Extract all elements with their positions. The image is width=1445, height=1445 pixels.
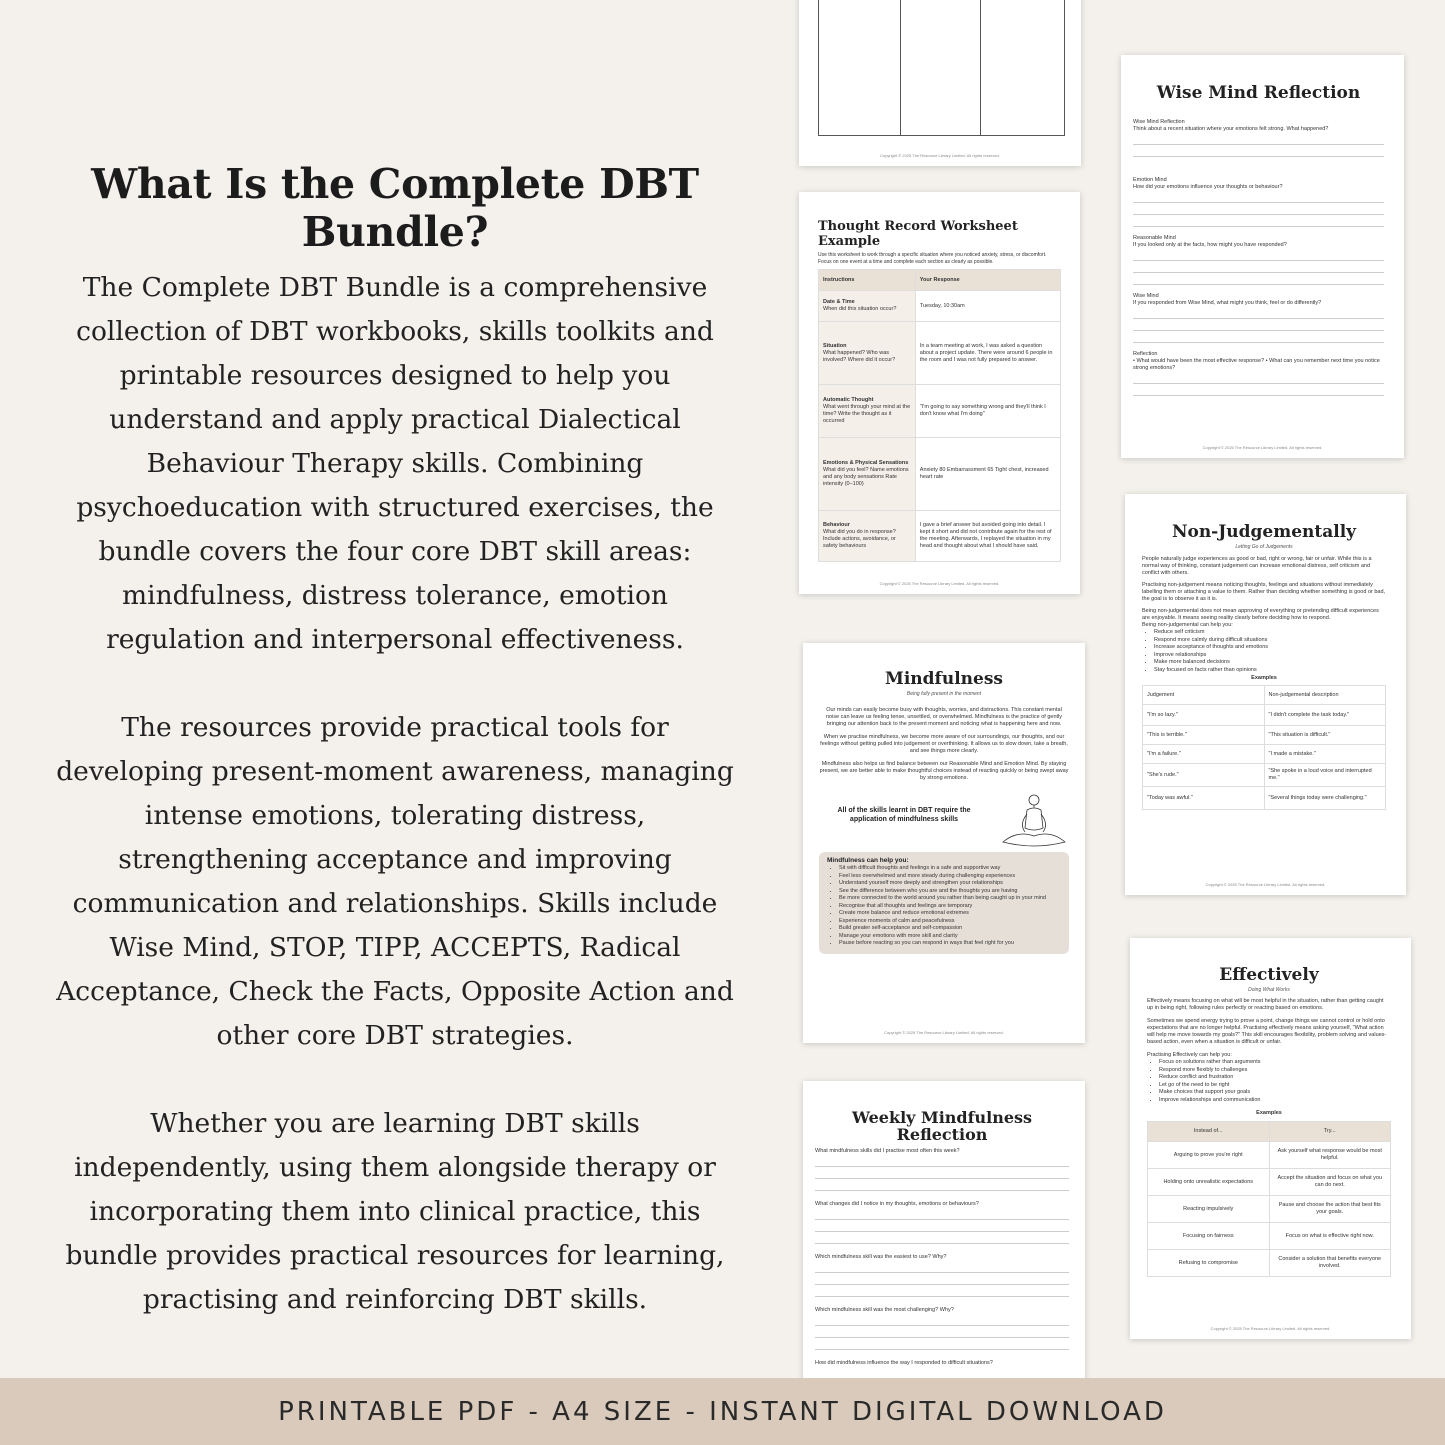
table-row: Arguing to prove you're right Ask yourself what response would be most helpful. [1148,1142,1391,1169]
table-row: Date & Time When did this situation occur? Tuesday, 10:30am [819,291,1061,322]
worksheet-title: Mindfulness [885,669,1003,689]
table-row: "I'm a failure." "I made a mistake." [1143,745,1386,764]
table-row: "This is terrible." "This situation is difficult." [1143,726,1386,745]
worksheet-subtitle: Being fully present in the moment [906,691,982,697]
table-row: Focusing on fairness Focus on what is effective right now. [1148,1223,1391,1250]
intro-paragraph-3: Whether you are learning DBT skills independently, using them alongside therapy or incorporating them into clinical practice, this bundle provides practical resources for learning, practising and reinforcing DBT skills. [65,1108,725,1315]
worksheet-title: Thought Record Worksheet Example [818,219,1018,249]
reflection-section: Emotion Mind How did your emotions influence your thoughts or behaviour? [1133,177,1384,235]
worksheet-title: Weekly Mindfulness Reflection [851,1108,1033,1144]
reflection-section: Reflection • What would have been the most effective response? • What can you remember next time you notice strong emotions? [1133,351,1384,409]
table-row: Holding onto unrealistic expectations Accept the situation and focus on what you can do next. [1148,1169,1391,1196]
table-row: Automatic Thought What went through your mind at the time? Write the thought as it occurred "I'm going to say something wrong and they'll think I don't know what I'm doing" [819,385,1061,438]
reflection-section: Wise Mind Reflection Think about a recent situation where your emotions felt strong. What happened? [1133,119,1384,177]
worksheet-title: Non-Judgementally [1171,522,1357,542]
examples-table: Instead of... Try... Arguing to prove you're right Ask yourself what response would be most helpful. Holding onto unrealistic expectations Accept the situation and focus on what you can do next. Reacting impulsively Pause and choose the action that best fits your goals. Focusing on fairness Focus on what is effective right now. Refusing to compromise Consider a solution that benefits everyone involved. [1147,1121,1391,1277]
reflection-question: Which mindfulness skill was the most challenging? Why? [815,1306,1069,1359]
page-title: What Is the Complete DBT Bundle? [91,160,699,256]
benefits-list: • Reduce self criticism • Respond more calmly during difficult situations • Increase acceptance of thoughts and emotions • Improve relationships • Make more balanced decisions • Stay focused on facts rather than opinions [1150,629,1386,674]
copyright-text: Copyright © 2025 The Resource Library Limited. All rights reserved. [884,1030,1004,1035]
benefits-list: • Focus on solutions rather than arguments • Respond more flexibly to challenges • Reduce conflict and frustration • Let go of the need to be right • Make choices that support your goals • Improve relationships and communication [1155,1059,1391,1104]
copyright-text: Copyright © 2025 The Resource Library Limited. All rights reserved. [1202,445,1323,450]
copyright-text: Copyright © 2025 The Resource Library Limited. All rights reserved. [880,153,1000,158]
reflection-section: Reasonable Mind If you looked only at the facts, how might you have responded? [1133,235,1384,293]
table-row: Behaviour What did you do in response? Include actions, avoidance, or safety behaviours I gave a brief answer but avoided going into detail. I kept it short and did not contribute again for the rest of the meeting. Afterwards, I replayed the situation in my head and thought about what I should have said. [819,511,1061,562]
benefits-box: Mindfulness can help you: • Sit with difficult thoughts and feelings in a safe and supportive way • Feel less overwhelmed and more steady during challenging experiences • Understand yourself more deeply and strengthen your relationships • See the difference between who you are and the thoughts you are having • Be more connected to the world around you rather than being caught up in your mind • Recognise that all thoughts and feelings are temporary • Create more balance and reduce emotional extremes • Experience moments of calm and peacefulness • Build greater self-acceptance and self-compassion • Manage your emotions with more skill and clarity • Pause before reacting so you can respond in ways that feel right for you [819,852,1069,954]
table-row: "I'm so lazy." "I didn't complete the task today." [1143,705,1386,726]
meditation-icon [997,792,1071,848]
reflection-question: Which mindfulness skill was the easiest to use? Why? [815,1253,1069,1306]
table-header: Instructions [819,270,916,291]
footer-text: PRINTABLE PDF - A4 SIZE - INSTANT DIGITAL DOWNLOAD [278,1396,1167,1427]
intro-section [30,160,760,1366]
worksheet-page-effectively: Effectively Doing What Works Effectively means focusing on what will be most helpful in the situation, rather than getting caught up in being right, following rules perfectly or reacting based on emotions. Sometimes we spend energy trying to prove a point, change things we cannot control or hold onto expectations that are no longer helpful. Practising effectively means asking yourself, "What action will help me move towards my goals?" This skill encourages flexibility, problem solving and values-based action, even when a situation is difficult or unfair. Practising Effectively can help you: • Focus on solutions rather than arguments • Respond more flexibly to challenges • Reduce conflict and frustration • Let go of the need to be right • Make choices that support your goals • Improve relationships and communication Examples Instead of... Try... Arguing to prove you're right Ask yourself what response would be most helpful. Holding onto unrealistic expectations Accept the situation and focus on what you can do next. Reacting impulsively Pause and choose the action that best fits your goals. Focusing on fairness Focus on what is effective right now. Refusing to compromise Consider a solution that benefits everyone involved. Copyright © 2025 The Resource Library Limited. All rights reserved. [1130,938,1411,1339]
table-row: Refusing to compromise Consider a solution that benefits everyone involved. [1148,1250,1391,1277]
table-row: "She's rude." "She spoke in a loud voice and interrupted me." [1143,764,1386,787]
worksheet-page-wise-mind [1121,55,1404,458]
worksheet-intro: Use this worksheet to work through a specific situation where you noticed anxiety, stress, or discomfort. Focus on one event at a time and complete each section as clearly as possible. [818,252,1047,265]
table-row: Reacting impulsively Pause and choose the action that best fits your goals. [1148,1196,1391,1223]
empty-grid [818,0,1065,136]
reflection-question: What mindfulness skills did I practise most often this week? [815,1147,1069,1200]
table-row: Situation What happened? Who was involved? Where did it occur? In a team meeting at work, I was asked a question about a project update. There were around 6 people in the room and I was not fully prepared to answer. [819,322,1061,385]
copyright-text: Copyright © 2025 The Resource Library Limited. All rights reserved. [879,581,1000,586]
thought-record-table [818,269,1061,562]
examples-table: Judgement Non-judgemental description "I'm so lazy." "I didn't complete the task today." "This is terrible." "This situation is difficult." "I'm a failure." "I made a mistake." "She's rude." "She spoke in a loud voice and interrupted me." "Today was awful." "Several things today were challenging." [1142,685,1386,810]
worksheet-subtitle: Doing What Works [1248,987,1290,993]
worksheet-page-thought-record [799,192,1080,594]
callout-text: All of the skills learnt in DBT require the application of mindfulness skills [837,807,971,823]
worksheet-title: Wise Mind Reflection [1156,83,1361,103]
intro-paragraph-1: The Complete DBT Bundle is a comprehensive collection of DBT workbooks, skills toolkits and printable resources designed to help you understand and apply practical Dialectical Behaviour Therapy skills. Combining psychoeducation with structured exercises, the bundle covers the four core DBT skill areas: mindfulness, distress tolerance, emotion regulation and interpersonal effectiveness. [76,272,714,655]
worksheet-page-mindfulness: Mindfulness Being fully present in the moment Our minds can easily become busy with thoughts, worries, and distractions. This constant mental noise can leave us feeling tense, unsettled, or overwhelmed. Mindfulness is the practice of gently bringing our attention back to the present moment and noticing what is happening here and now. When we practise mindfulness, we become more aware of our surroundings, our thoughts, and our feelings without getting pulled into judgement or overthinking. It allows us to slow down, take a breath, and see things more clearly. Mindfulness also helps us find balance between our Reasonable Mind and Emotion Mind. By staying present, we are better able to make thoughtful choices instead of reacting quickly or being swept away by strong emotions. All of the skills learnt in DBT require the application of mindfulness skills Mindfulness can help you: • Sit with difficult thoughts and feelings in a safe and supportive way • Feel less overwhelmed and more steady during challenging experiences • Understand yourself more deeply and strengthen your relationships • See the difference between who you are and the thoughts you are having • Be more connected to the world around you rather than being caught up in your mind • Recognise that all thoughts and feelings are temporary • Create more balance and reduce emotional extremes • Experience moments of calm and peacefulness • Build greater self-acceptance and self-compassion • Manage your emotions with more skill and clarity • Pause before reacting so you can respond in ways that feel right for you Copyright © 2025 The Resource Library Limited. All rights reserved. [803,643,1085,1043]
worksheet-title: Effectively [1219,965,1319,985]
table-header: Your Response [915,270,1060,291]
worksheet-page-weekly-reflection [803,1081,1085,1391]
reflection-question: What changes did I notice in my thoughts, emotions or behaviours? [815,1200,1069,1253]
copyright-text: Copyright © 2025 The Resource Library Limited. All rights reserved. [1205,882,1326,887]
reflection-section: Wise Mind If you responded from Wise Mind, what might you think, feel or do differently? [1133,293,1384,351]
intro-paragraph-2: The resources provide practical tools for developing present-moment awareness, managing intense emotions, tolerating distress, strengthening acceptance and improving communication and relationships. Skills include Wise Mind, STOP, TIPP, ACCEPTS, Radical Acceptance, Check the Facts, Opposite Action and other core DBT strategies. [56,712,734,1051]
reflection-question: How did mindfulness influence the way I responded to difficult situations? [815,1360,993,1366]
footer-banner [0,1378,1445,1445]
worksheet-page-non-judgementally: Non-Judgementally Letting Go of Judgements People naturally judge experiences as good or bad, right or wrong, fair or unfair. While this is a normal way of thinking, constant judgement can increase emotional distress, self criticism and conflict with others. Practising non-judgement means noticing thoughts, feelings and situations without immediately labelling them or attaching a value to them. Rather than deciding whether something is good or bad, the goal is to observe it as it is. Being non-judgemental does not mean approving of everything or pretending difficult experiences are enjoyable. It means seeing reality clearly before deciding how to respond. Being non-judgemental can help you: • Reduce self criticism • Respond more calmly during difficult situations • Increase acceptance of thoughts and emotions • Improve relationships • Make more balanced decisions • Stay focused on facts rather than opinions Examples Judgement Non-judgemental description "I'm so lazy." "I didn't complete the task today." "This is terrible." "This situation is difficult." "I'm a failure." "I made a mistake." "She's rude." "She spoke in a loud voice and interrupted me." "Today was awful." "Several things today were challenging." Copyright © 2025 The Resource Library Limited. All rights reserved. [1125,494,1406,895]
table-row: "Today was awful." "Several things today were challenging." [1143,787,1386,810]
copyright-text: Copyright © 2025 The Resource Library Limited. All rights reserved. [1210,1326,1331,1331]
worksheet-subtitle: Letting Go of Judgements [1235,544,1293,550]
worksheet-page-grid [799,0,1081,166]
table-row: Emotions & Physical Sensations What did you feel? Name emotions and any body sensations Rate intensity (0–100) Anxiety 80 Embarrassment 65 Tight chest, increased heart rate [819,438,1061,511]
